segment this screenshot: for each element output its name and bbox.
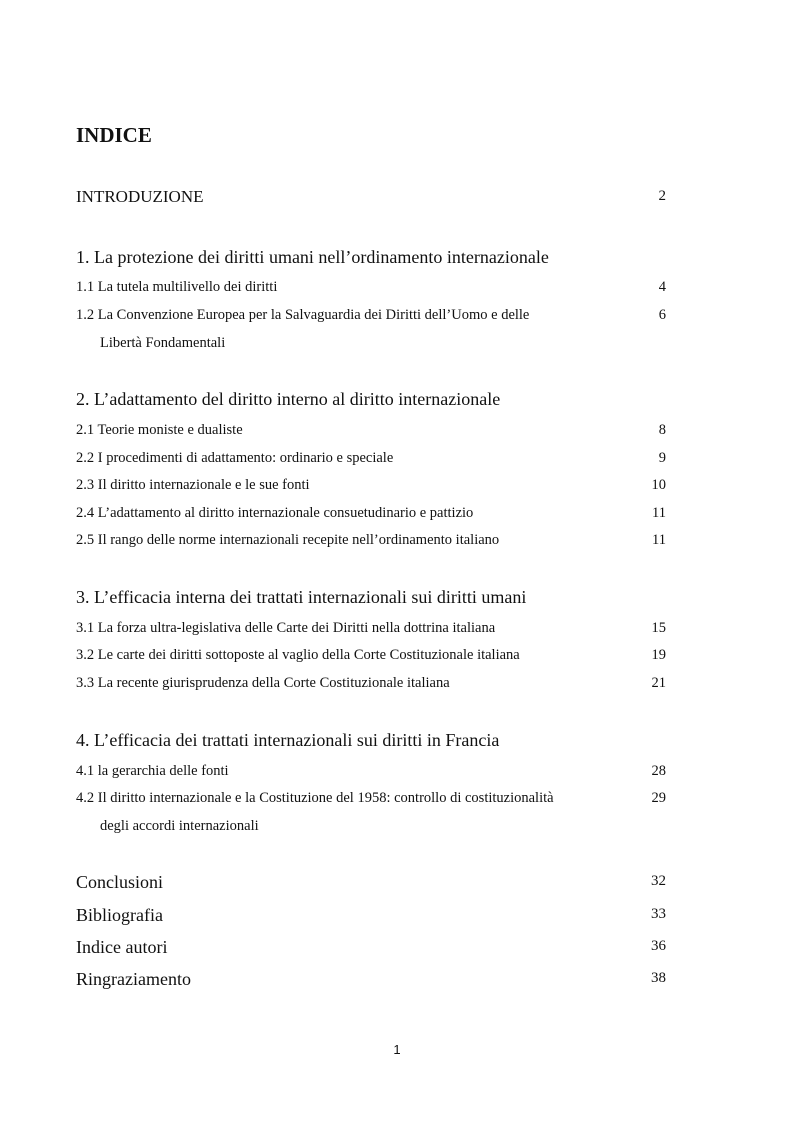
index-title: INDICE [76, 123, 152, 147]
toc-entry-page: 19 [651, 647, 666, 663]
toc-entry-label: 2.1 Teorie moniste e dualiste [76, 422, 243, 438]
toc-entry-label: 2.2 I procedimenti di adattamento: ordinario e speciale [76, 450, 394, 466]
toc-entry-label: Indice autori [76, 937, 168, 957]
toc-entry-page: 36 [651, 938, 666, 954]
toc-entry-label: 4.2 Il diritto internazionale e la Costituzione del 1958: controllo di costituzionalità [76, 790, 554, 806]
toc-entry-label: 2.4 L’adattamento al diritto internazionale consuetudinario e pattizio [76, 505, 474, 521]
toc-entry-label: 2.5 Il rango delle norme internazionali recepite nell’ordinamento italiano [76, 532, 500, 548]
chapter-title: 1. La protezione dei diritti umani nell’ordinamento internazionale [76, 247, 549, 267]
toc-entry-page: 2 [658, 188, 666, 204]
toc-entry-label: 3.1 La forza ultra-legislativa delle Carte dei Diritti nella dottrina italiana [76, 620, 496, 636]
chapter-title: 2. L’adattamento del diritto interno al diritto internazionale [76, 389, 501, 409]
toc-entry-page: 9 [658, 450, 666, 466]
chapter-title: 3. L’efficacia interna dei trattati internazionali sui diritti umani [76, 587, 527, 607]
toc-entry-continuation-text: Libertà Fondamentali [100, 335, 226, 351]
toc-entry-page: 6 [658, 307, 666, 323]
page-number: 1 [393, 1042, 401, 1057]
toc-entry-page: 10 [651, 477, 666, 493]
toc-entry-label: 3.3 La recente giurisprudenza della Corte Costituzionale italiana [76, 675, 450, 691]
toc-entry-page: 11 [652, 532, 666, 548]
toc-entry-page: 4 [658, 279, 666, 295]
toc-entry-page: 28 [651, 763, 666, 779]
toc-entry-page: 8 [658, 422, 666, 438]
toc-entry-label: INTRODUZIONE [76, 187, 204, 206]
toc-entry-page: 11 [652, 505, 666, 521]
toc-entry-label: Ringraziamento [76, 969, 191, 989]
toc-entry-label: Bibliografia [76, 905, 163, 925]
toc-entry-page: 38 [651, 970, 666, 986]
toc-entry-label: 3.2 Le carte dei diritti sottoposte al vaglio della Corte Costituzionale italiana [76, 647, 520, 663]
toc-entry-page: 21 [651, 675, 666, 691]
toc-entry-page: 29 [651, 790, 666, 806]
chapter-title: 4. L’efficacia dei trattati internazionali sui diritti in Francia [76, 730, 500, 750]
toc-entry-label: 1.2 La Convenzione Europea per la Salvaguardia dei Diritti dell’Uomo e delle [76, 307, 530, 323]
toc-entry-page: 33 [651, 906, 666, 922]
toc-entry-page: 15 [651, 620, 666, 636]
toc-entry-continuation-text: degli accordi internazionali [100, 818, 259, 834]
toc-entry-label: 1.1 La tutela multilivello dei diritti [76, 279, 278, 295]
toc-entry-page: 32 [651, 873, 666, 889]
toc-entry-label: 4.1 la gerarchia delle fonti [76, 763, 229, 779]
toc-entry-label: 2.3 Il diritto internazionale e le sue fonti [76, 477, 310, 493]
toc-entry-label: Conclusioni [76, 872, 164, 892]
